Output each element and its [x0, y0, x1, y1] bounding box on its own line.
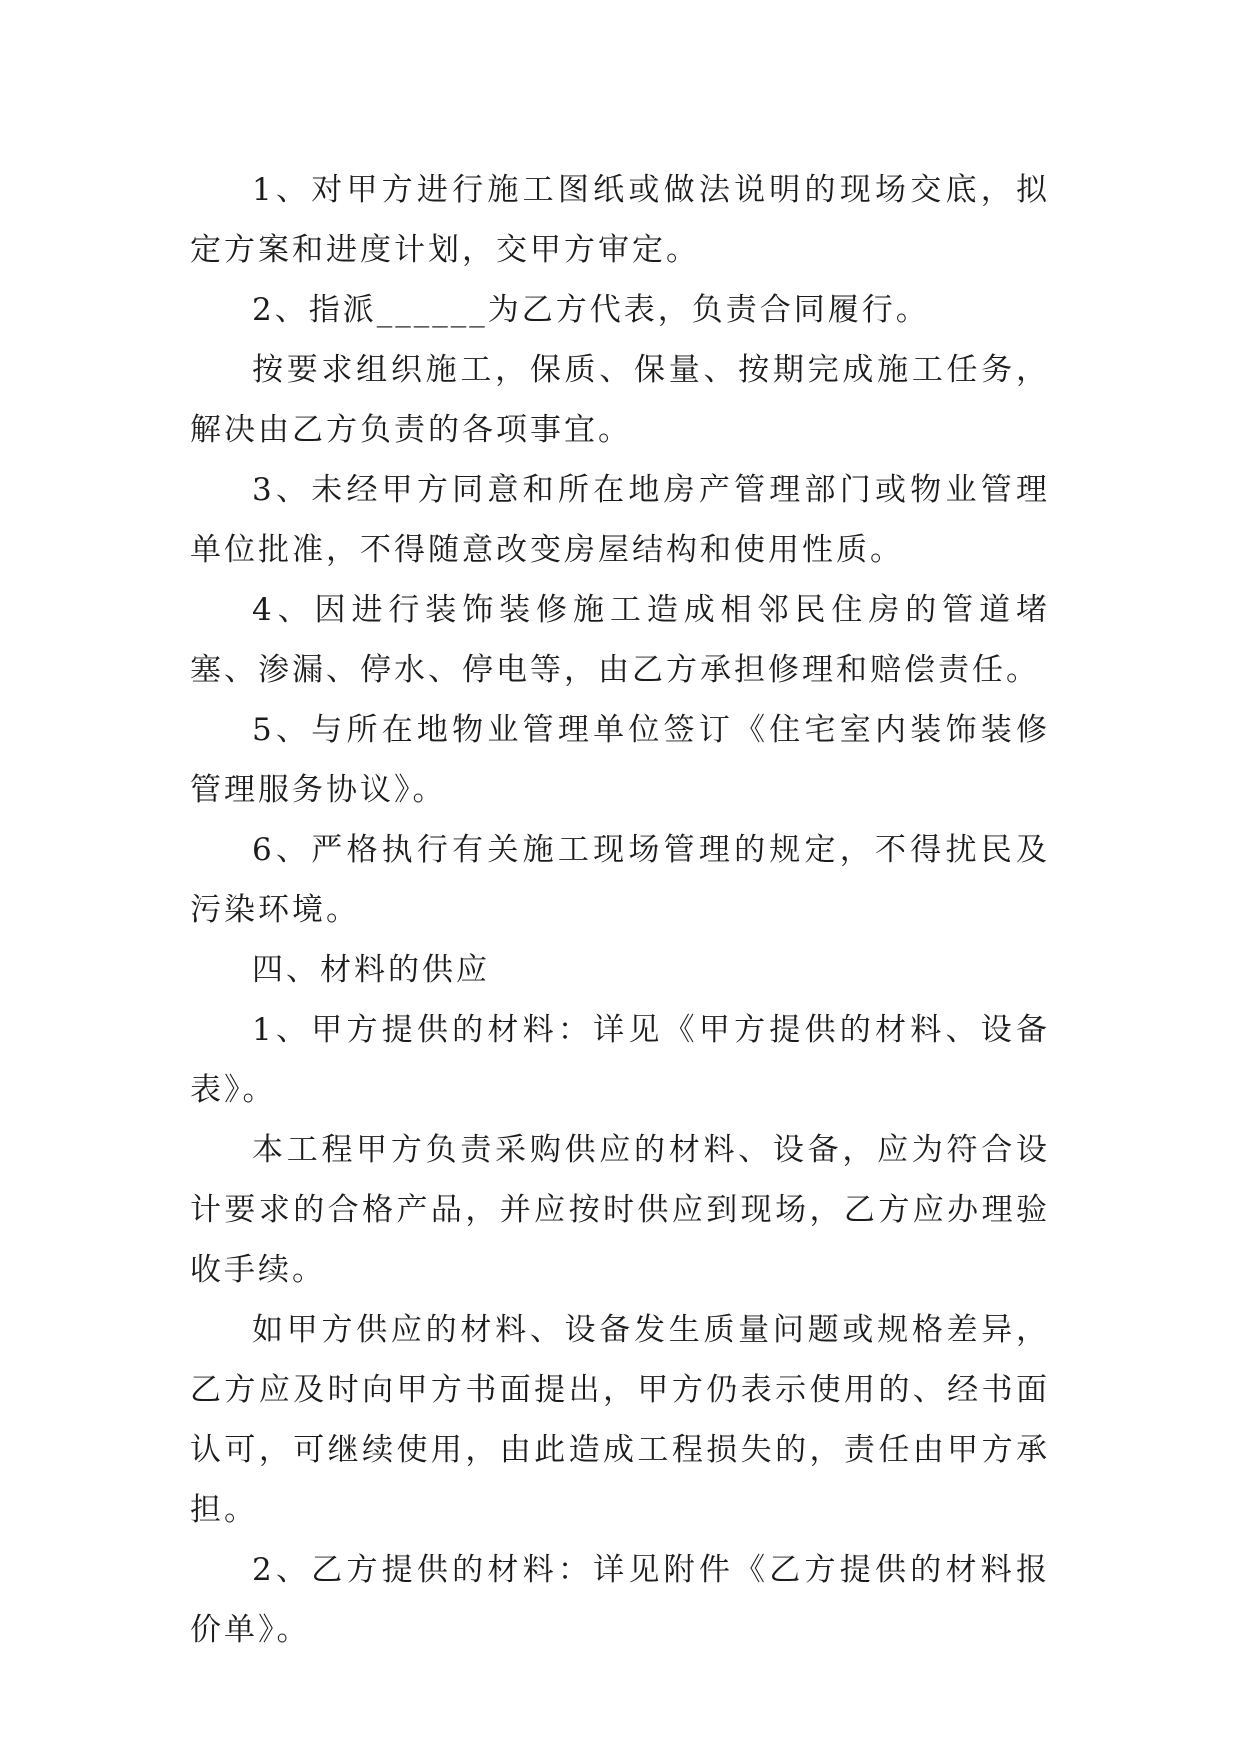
section-heading-materials: 四、材料的供应 [252, 952, 490, 988]
paragraph-2: 2、指派______为乙方代表，负责合同履行。 [252, 292, 930, 328]
paragraph-1: 1、对甲方进行施工图纸或做法说明的现场交底，拟定方案和进度计划，交甲方审定。 [190, 172, 1050, 268]
document-body [190, 160, 1050, 1660]
paragraph-10: 本工程甲方负责采购供应的材料、设备，应为符合设计要求的合格产品，并应按时供应到现场，乙方应办理验收手续。 [190, 1132, 1050, 1288]
paragraph-3: 按要求组织施工，保质、保量、按期完成施工任务，解决由乙方负责的各项事宜。 [190, 352, 1050, 448]
paragraph-4: 3、未经甲方同意和所在地房产管理部门或物业管理单位批准，不得随意改变房屋结构和使用性质。 [190, 472, 1050, 568]
paragraph-6: 5、与所在地物业管理单位签订《住宅室内装饰装修管理服务协议》。 [190, 712, 1050, 808]
paragraph-7: 6、严格执行有关施工现场管理的规定，不得扰民及污染环境。 [190, 832, 1050, 928]
paragraph-9: 1、甲方提供的材料：详见《甲方提供的材料、设备表》。 [190, 1012, 1050, 1108]
paragraph-5: 4、因进行装饰装修施工造成相邻民住房的管道堵塞、渗漏、停水、停电等，由乙方承担修理和赔偿责任。 [190, 592, 1050, 688]
paragraph-11: 如甲方供应的材料、设备发生质量问题或规格差异，乙方应及时向甲方书面提出，甲方仍表示使用的、经书面认可，可继续使用，由此造成工程损失的，责任由甲方承担。 [190, 1312, 1050, 1528]
paragraph-12: 2、乙方提供的材料：详见附件《乙方提供的材料报价单》。 [190, 1552, 1050, 1648]
